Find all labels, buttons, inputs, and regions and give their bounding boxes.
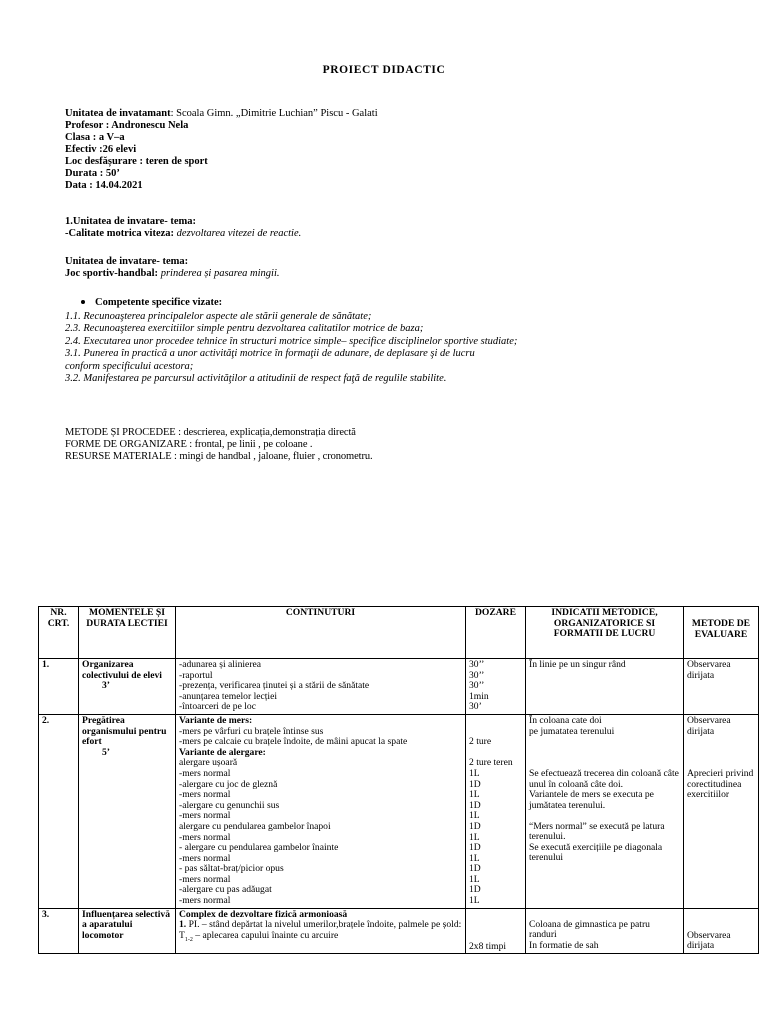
lesson-table [38,606,759,954]
unit2-block [65,256,280,280]
content-item: -mers pe vârfuri cu brațele întinse sus [179,725,324,737]
row-indications [526,714,684,908]
dose-item: 2 ture teren [469,757,513,769]
row-content [176,908,466,954]
dose-item: 1L [469,810,480,822]
unit1-block [65,216,301,240]
eval-item: Observarea dirijata [687,714,731,737]
content-item: -mers pe calcaie cu brațele îndoite, de mâini apucat la spate [179,736,408,748]
moment-label: Pregătirea organismului pentru efort [82,714,167,748]
content-item: alergare ușoară [179,757,238,769]
indication-item: “Mers normal” se execută pe latura [529,820,665,832]
unit1-line [65,228,301,240]
dose-item: 30’’ [469,669,485,681]
content-item: -alergare cu joc de gleznă [179,778,278,790]
competences-heading-row [65,297,222,309]
row-number: 1. [39,659,79,715]
row-eval [684,714,759,908]
unit1-label: -Calitate motrica viteza: [65,228,175,239]
content-item: -mers normal [179,810,231,822]
table-row [39,714,759,908]
eval-item: Aprecieri privind corectitudinea exercitiilor [687,768,754,801]
content-item: -mers normal [179,852,231,864]
row-moment: Influențarea selectivă a aparatului locomotor [79,908,176,954]
unit2-line [65,268,280,280]
header-content: CONTINUTURI [176,607,466,659]
indication-item: pe jumatatea terenului [529,725,615,737]
competences-heading: Competente specifice vizate: [95,297,223,308]
date-line: Data : 14.04.2021 [65,180,143,191]
content-heading: Complex de dezvoltare fizică armonioasă [179,908,348,920]
indication-item: In formatie de sah [529,939,599,951]
content-item: - pas săltat-braț/picior opus [179,863,284,875]
content-sub: 1-2 [184,936,193,943]
unit-label: Unitatea de invatamant [65,108,171,119]
dose-item: 1D [469,842,481,854]
dose-item: 1D [469,778,481,790]
table-row [39,908,759,954]
row-eval: Observarea dirijata [684,659,759,715]
content-item: -alergare cu pas adăugat [179,884,272,896]
content-text: – aplecarea capului înainte cu arcuire [192,929,339,941]
dose-item: 1L [469,895,480,907]
dose-item: 1L [469,789,480,801]
competence-item: 2.3. Recunoaşterea exercitiilor simple pentru dezvoltarea calitatilor motrice de baza; [65,323,424,335]
unit2-label: Joc sportiv-handbal: [65,268,159,279]
teacher-line: Profesor : Andronescu Nela [65,120,189,131]
dose-item: 2x8 timpi [469,940,507,952]
resources-line: RESURSE MATERIALE : mingi de handbal , jaloane, fluier , cronometru. [65,451,373,462]
unit2-value: prinderea și pasarea mingii. [158,268,280,279]
row-moment [79,714,176,908]
location-line: Loc desfășurare : teren de sport [65,156,208,167]
row-moment [79,659,176,715]
indication-item: Se execută exercițiile pe diagonala terenului [529,841,663,864]
row-number: 2. [39,714,79,908]
competence-item: 2.4. Executarea unor procedee tehnice în structuri motrice simple– specifice disciplinelor sportive studiate; [65,335,518,347]
content-item: alergare cu pendularea gambelor înapoi [179,820,331,832]
dose-item: 1D [469,799,481,811]
header-info [65,108,378,192]
indication-item: Variantele de mers se executa pe jumătatea terenului. [529,789,654,811]
table-row [39,659,759,715]
duration-line: Durata : 50’ [65,168,120,179]
students-line: Efectiv :26 elevi [65,144,137,155]
competence-item: 3.2. Manifestarea pe parcursul activităţilor a atitudinii de respect faţă de regulile stabilite. [65,373,447,385]
unit2-heading: Unitatea de invatare- tema: [65,256,189,267]
content-item [179,931,462,946]
content-item: -adunarea și alinierea [179,659,262,670]
unit1-heading: 1.Unitatea de invatare- tema: [65,216,197,227]
header-eval: METODE DE EVALUARE [684,607,759,659]
content-num: 1. [179,919,187,931]
content-item: -mers normal [179,895,231,907]
dose-item: 2 ture [469,736,492,748]
content-item: -alergare cu genunchii sus [179,799,280,811]
content-item: -mers normal [179,831,231,843]
table-header-row [39,607,759,659]
indication-item: În coloana cate doi [529,714,602,726]
dose-item: 1L [469,831,480,843]
dose-item: 30’ [469,701,482,713]
indication-item: terenului. [529,831,566,843]
walk-heading: Variante de mers: [179,714,253,726]
eval-item: Observarea dirijata [687,929,731,952]
content-item: -raportul [179,669,213,681]
header-nr: NR. CRT. [39,607,79,659]
unit-line [65,108,378,120]
row-indications [526,908,684,954]
dose-item: 1D [469,820,481,832]
run-heading: Variante de alergare: [179,746,266,758]
content-item: - alergare cu pendularea gambelor înainte [179,842,339,854]
bullet-icon [81,300,85,304]
row-content [176,714,466,908]
document-title: PROIECT DIDACTIC [322,64,446,76]
content-t: T [179,929,185,941]
content-item: -mers normal [179,789,231,801]
indication-item: Se efectuează trecerea din coloană câte unul în coloană câte doi. [529,768,679,790]
row-number: 3. [39,908,79,954]
competence-item: 1.1. Recunoaşterea principalelor aspecte ale stării generale de sănătate; [65,311,372,322]
moment-time: 5’ [102,746,110,758]
unit1-value: dezvoltarea vitezei de reactie. [174,228,302,239]
row-dose [466,659,526,715]
methods-line: METODE ȘI PROCEDEE : descrierea, explicația,demonstrația directă [65,427,356,438]
content-item: -prezența, verificarea ținutei și a stării de sănătate [179,680,370,692]
dose-item: 1L [469,852,480,864]
unit-value: : Scoala Gimn. „Dimitrie Luchian” Piscu - Galati [170,108,378,119]
dose-item: 1L [469,873,480,885]
row-content [176,659,466,715]
content-item: -întoarceri de pe loc [179,701,256,713]
methods-block [65,427,373,463]
row-dose [466,908,526,954]
content-item: -mers normal [179,767,231,779]
dose-item: 1D [469,863,481,875]
dose-item: 1D [469,884,481,896]
header-indications: INDICATII METODICE, ORGANIZATORICE SI FORMATII DE LUCRU [526,607,684,659]
competences-list [65,311,517,385]
row-dose [466,714,526,908]
content-item: -mers normal [179,873,231,885]
indication-item: Coloana de gimnastica pe patru randuri [529,918,650,941]
row-indications: În linie pe un singur rând [526,659,684,715]
header-dose: DOZARE [466,607,526,659]
content-text: PI. – stând depărtat la nivelul umerilor,brațele îndoite, palmele pe șold: [186,919,462,931]
dose-item: 30’’ [469,680,485,692]
organization-line: FORME DE ORGANIZARE : frontal, pe linii , pe coloane . [65,439,313,450]
dose-item: 1L [469,767,480,779]
row-eval [684,908,759,954]
content-item: -anunțarea temelor lecției [179,690,278,702]
class-line: Clasa : a V–a [65,132,125,143]
moment-label: Organizarea colectivului de elevi [82,659,162,681]
competence-item: 3.1. Punerea în practică a unor activităţi motrice în formaţii de adunare, de deplasare şi de lucru [65,348,475,360]
competence-item: conform specificului acestora; [65,360,194,372]
dose-item: 1min [469,690,489,702]
moment-time: 3’ [102,680,110,692]
dose-item: 30’’ [469,659,485,670]
header-moment: MOMENTELE ȘI DURATA LECTIEI [79,607,176,659]
